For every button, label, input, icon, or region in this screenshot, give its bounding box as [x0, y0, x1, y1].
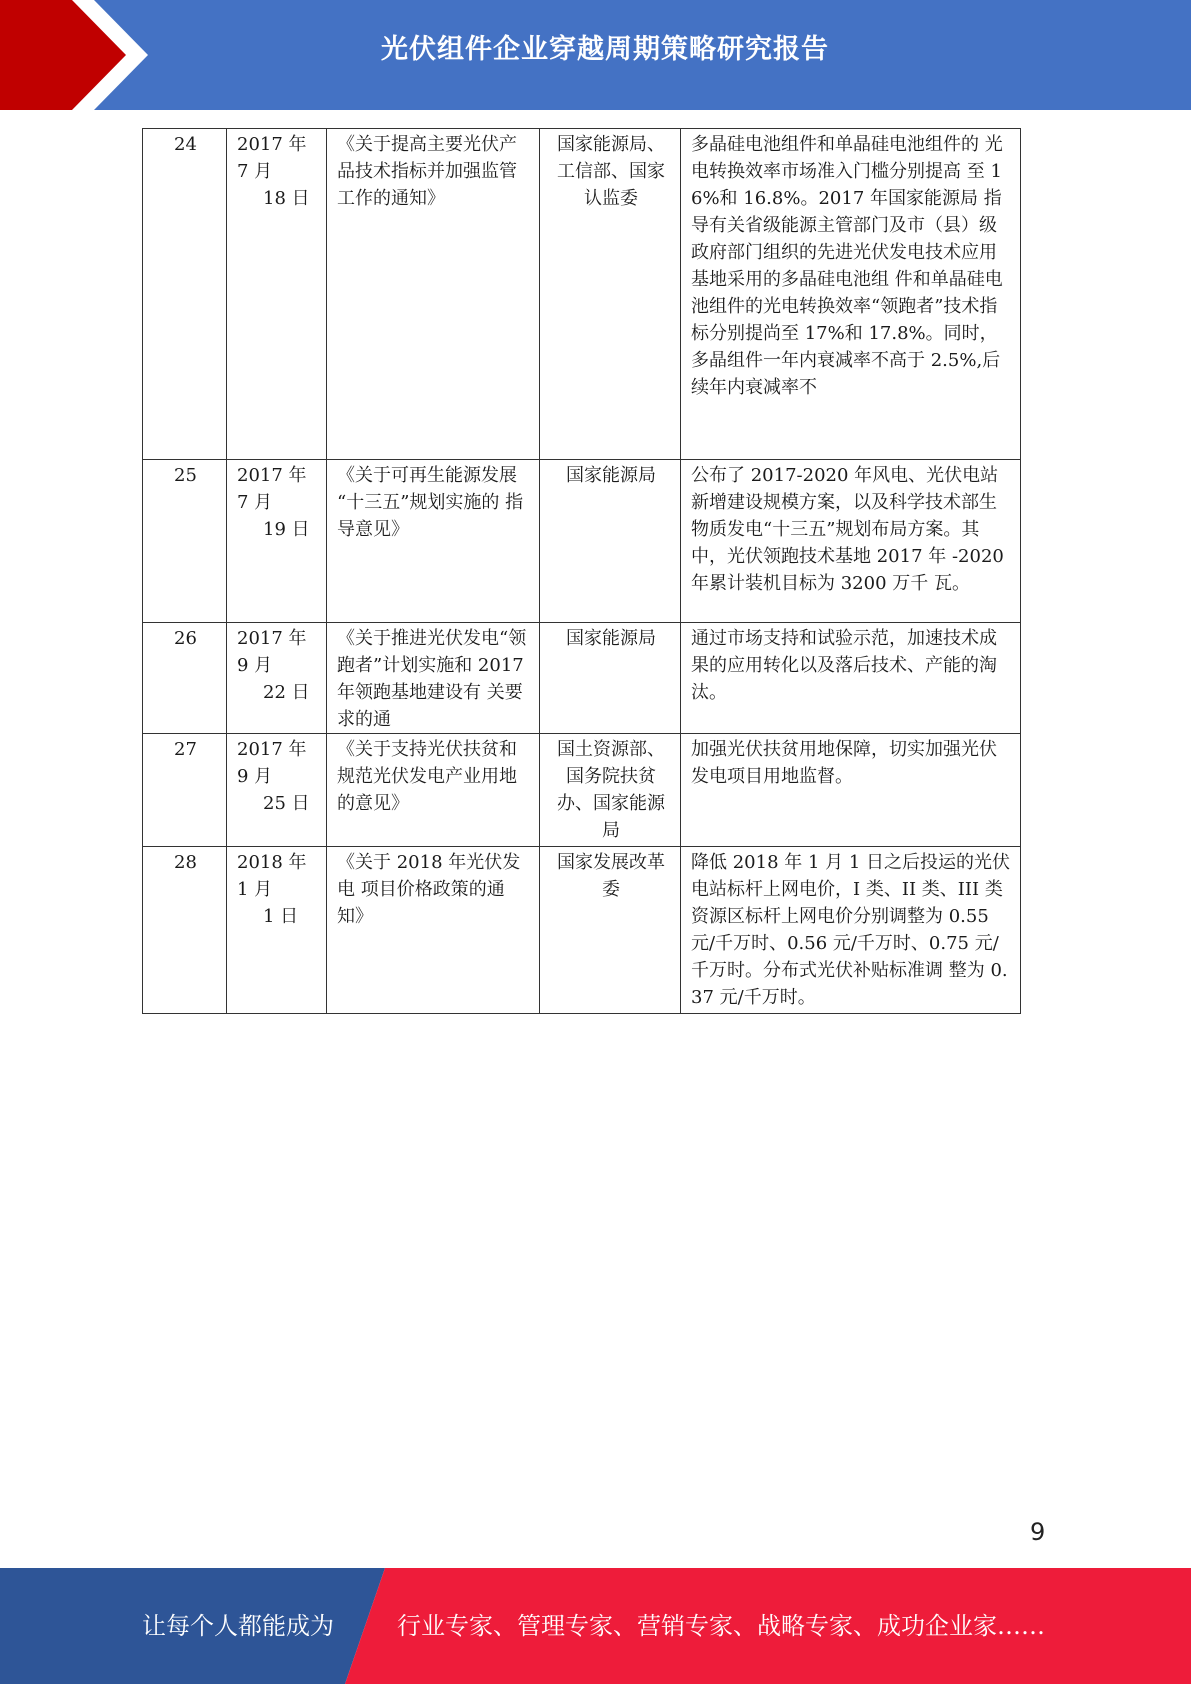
report-title: 光伏组件企业穿越周期策略研究报告 — [381, 34, 829, 65]
row-number: 26 — [143, 623, 227, 734]
page-number: 9 — [1030, 1518, 1046, 1546]
row-department: 国家能源局、工信部、国家认监委 — [540, 129, 681, 460]
policy-table — [142, 128, 1021, 1014]
footer-slogan-left: 让每个人都能成为 — [142, 1612, 334, 1640]
row-content: 降低 2018 年 1 月 1 日之后投运的光伏电站标杆上网电价，I 类、II 类、III 类资源区标杆上网电价分别调整为 0.55 元/千万时、0.56 元/千万时、0.75 元/千万时。分布式光伏补贴标准调 整为 0.37 元/千万时。 — [681, 847, 1021, 1014]
row-content: 加强光伏扶贫用地保障，切实加强光伏发电项目用地监督。 — [681, 734, 1021, 847]
date-year: 2017 年 — [237, 134, 307, 155]
table-row — [143, 734, 1021, 847]
row-date — [227, 460, 327, 623]
date-month: 7 月 — [237, 161, 273, 182]
row-content — [681, 129, 1021, 460]
table-row — [143, 847, 1021, 1014]
row-policy: 《关于可再生能源发展 “十三五”规划实施的 指导意见》 — [327, 460, 540, 623]
date-day: 25 日 — [263, 793, 310, 814]
row-policy: 《关于支持光伏扶贫和 规范光伏发电产业用地 的意见》 — [327, 734, 540, 847]
date-year: 2017 年 — [237, 628, 307, 649]
row-date — [227, 623, 327, 734]
row-department: 国土资源部、国务院扶贫办、国家能源局 — [540, 734, 681, 847]
date-month: 9 月 — [237, 766, 273, 787]
row-date — [227, 734, 327, 847]
row-policy: 《关于 2018 年光伏发电 项目价格政策的通知》 — [327, 847, 540, 1014]
row-content: 通过市场支持和试验示范，加速技术成果的应用转化以及落后技术、产能的淘汰。 — [681, 623, 1021, 734]
row-policy: 《关于提高主要光伏产 品技术指标并加强监管 工作的通知》 — [327, 129, 540, 460]
date-year: 2017 年 — [237, 739, 307, 760]
row-date — [227, 847, 327, 1014]
date-year: 2017 年 — [237, 465, 307, 486]
row-number: 28 — [143, 847, 227, 1014]
page-footer — [0, 1568, 1191, 1684]
date-year: 2018 年 — [237, 852, 307, 873]
row-number: 25 — [143, 460, 227, 623]
table-row — [143, 623, 1021, 734]
table-row — [143, 460, 1021, 623]
page-header — [0, 0, 1191, 110]
row-number: 24 — [143, 129, 227, 460]
row-department: 国家能源局 — [540, 460, 681, 623]
row-department: 国家发展改革委 — [540, 847, 681, 1014]
date-day: 18 日 — [263, 188, 310, 209]
date-day: 1 日 — [263, 906, 299, 927]
row-policy — [327, 623, 540, 734]
footer-slogan-right: 行业专家、管理专家、营销专家、战略专家、成功企业家…… — [397, 1612, 1045, 1640]
row-content-text: 多晶硅电池组件和单晶硅电池组件的 光电转换效率市场准入门槛分别提高 至 16%和 16.8%。2017 年国家能源局 指导有关省级能源主管部门及市（县）级政府部门组织的先进光伏发电技术应用基地采用的多晶硅电池组 件和单晶硅电池组件的光电转换效率“领跑者”技术指标分别提尚至 17%和 17.8%。同时，多晶组件一年内衰减率不高于 2.5%,后续年内衰减率不 — [691, 134, 1003, 398]
date-day: 19 日 — [263, 519, 310, 540]
date-month: 7 月 — [237, 492, 273, 513]
row-number: 27 — [143, 734, 227, 847]
table-row — [143, 129, 1021, 460]
row-policy-text: 《关于推进光伏发电“领跑者”计划实施和 2017 年领跑基地建设有 关要求的通 — [337, 628, 527, 729]
date-day: 22 日 — [263, 682, 310, 703]
row-date — [227, 129, 327, 460]
date-month: 9 月 — [237, 655, 273, 676]
row-content: 公布了 2017-2020 年风电、光伏电站新增建设规模方案，以及科学技术部生物质发电“十三五”规划布局方案。其中，光伏领跑技术基地 2017 年 -2020 年累计装机目标为 3200 万千 瓦。 — [681, 460, 1021, 623]
date-month: 1 月 — [237, 879, 273, 900]
row-department: 国家能源局 — [540, 623, 681, 734]
